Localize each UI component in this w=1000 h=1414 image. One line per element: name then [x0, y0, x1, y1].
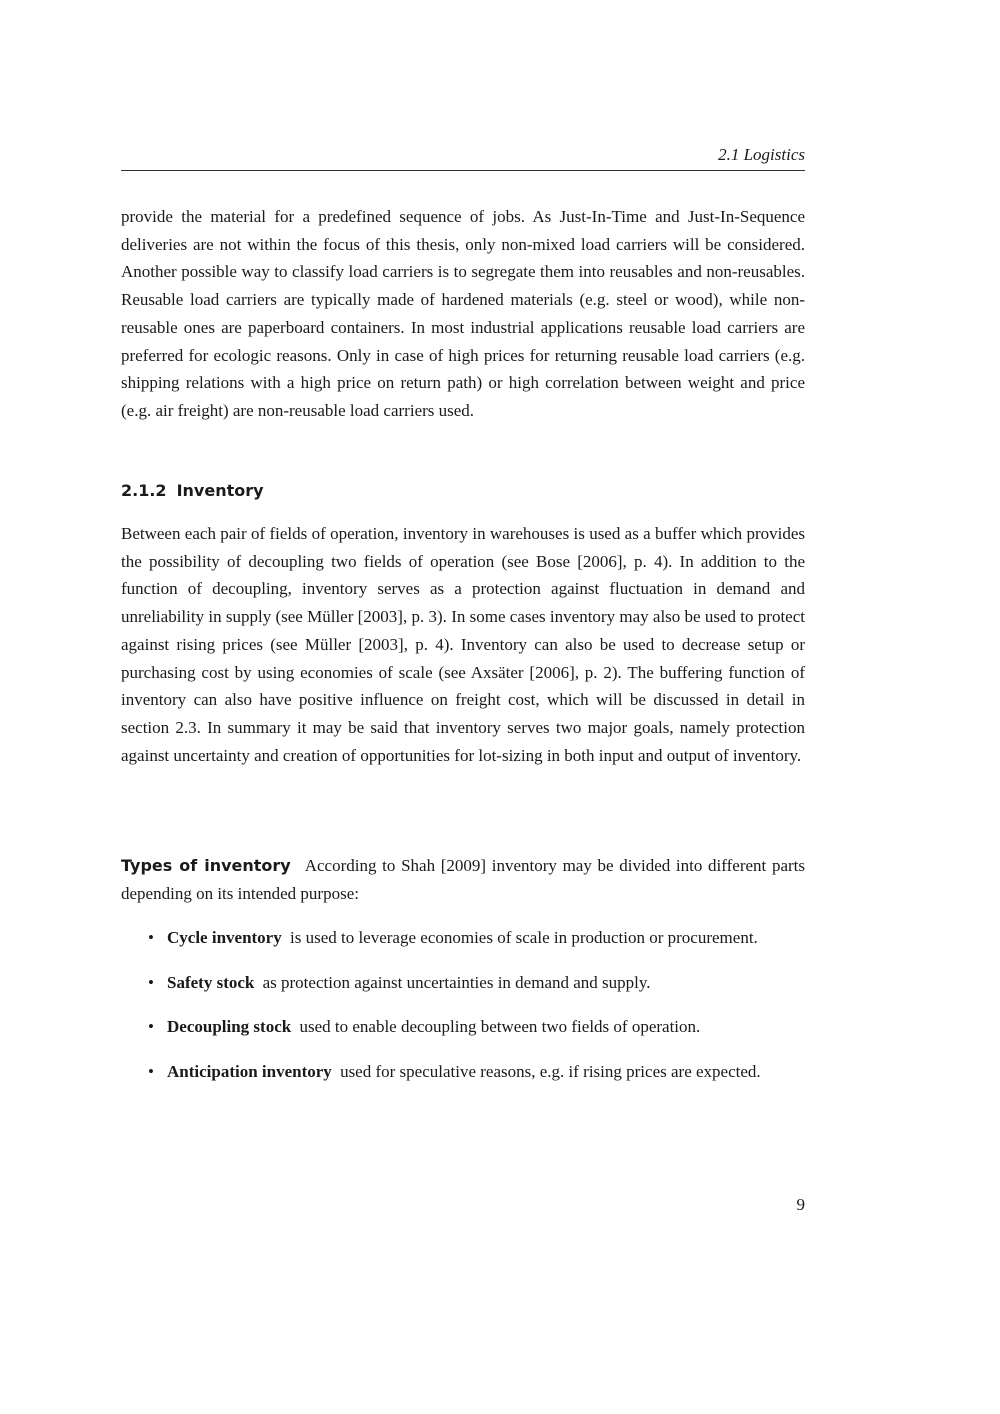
paragraph-load-carriers: provide the material for a predefined sequence of jobs. As Just-In-Time and Just-In-Sequence deliveries are not within the focus of this thesis, only non-mixed load carriers will be considered. Another possible way to classify load carriers is to segregate them into reusables and non-reusables. Reusable load carriers are typically made of hardened materials (e.g. steel or wood), while non-reusable ones are paperboard containers. In most industrial applications reusable load carriers are preferred for ecologic reasons. Only in case of high prices for returning reusable load carriers (e.g. shipping relations with a high price on return path) or high correlation between weight and price (e.g. air freight) are non-reusable load carriers used. — [121, 207, 805, 420]
bullet-term: Safety stock — [167, 972, 255, 992]
section-number: 2.1.2 — [121, 481, 167, 500]
bullet-icon: • — [148, 1017, 154, 1037]
bullet-term: Decoupling stock — [167, 1017, 292, 1037]
list-item — [121, 969, 805, 997]
section-title: Inventory — [176, 481, 264, 500]
run-in-heading: Types of inventory — [121, 856, 291, 875]
paragraph-inventory: Between each pair of fields of operation, inventory in warehouses is used as a buffer which provides the possibility of decoupling two fields of operation (see Bose [2006], p. 4). In addition to the function of decoupling, inventory serves as a protection against fluctuation in demand and unreliability in supply (see Müller [2003], p. 3). In some cases inventory may also be used to protect against rising prices (see Müller [2003], p. 4). Inventory can also be used to decrease setup or purchasing cost by using economies of scale (see Axsäter [2006], p. 2). The buffering function of inventory can also have positive influence on freight cost, which will be discussed in detail in section 2.3. In summary it may be said that inventory serves two major goals, namely protection against uncertainty and creation of opportunities for lot-sizing in both input and output of inventory. — [121, 524, 805, 765]
list-item — [121, 1058, 805, 1086]
section-heading — [121, 481, 264, 500]
running-header — [121, 144, 805, 171]
bullet-icon: • — [148, 1062, 154, 1082]
inventory-types-list — [121, 924, 805, 1103]
bullet-text: as protection against uncertainties in demand and supply. — [262, 972, 651, 992]
list-item — [121, 924, 805, 952]
bullet-text: used for speculative reasons, e.g. if rising prices are expected. — [340, 1062, 761, 1082]
running-title: 2.1 Logistics — [718, 145, 805, 164]
bullet-text: is used to leverage economies of scale in production or procurement. — [289, 928, 758, 947]
bullet-text: used to enable decoupling between two fields of operation. — [299, 1017, 701, 1037]
bullet-term: Cycle inventory — [167, 928, 282, 947]
bullet-term: Anticipation inventory — [167, 1062, 332, 1082]
bullet-icon: • — [148, 928, 154, 947]
paragraph-types-of-inventory — [121, 852, 805, 907]
list-item — [121, 1013, 805, 1041]
page-number: 9 — [796, 1195, 805, 1214]
bullet-icon: • — [148, 972, 154, 992]
types-intro-text: According to Shah [2009] inventory may be divided into different parts depending on its intended purpose: — [121, 856, 805, 903]
